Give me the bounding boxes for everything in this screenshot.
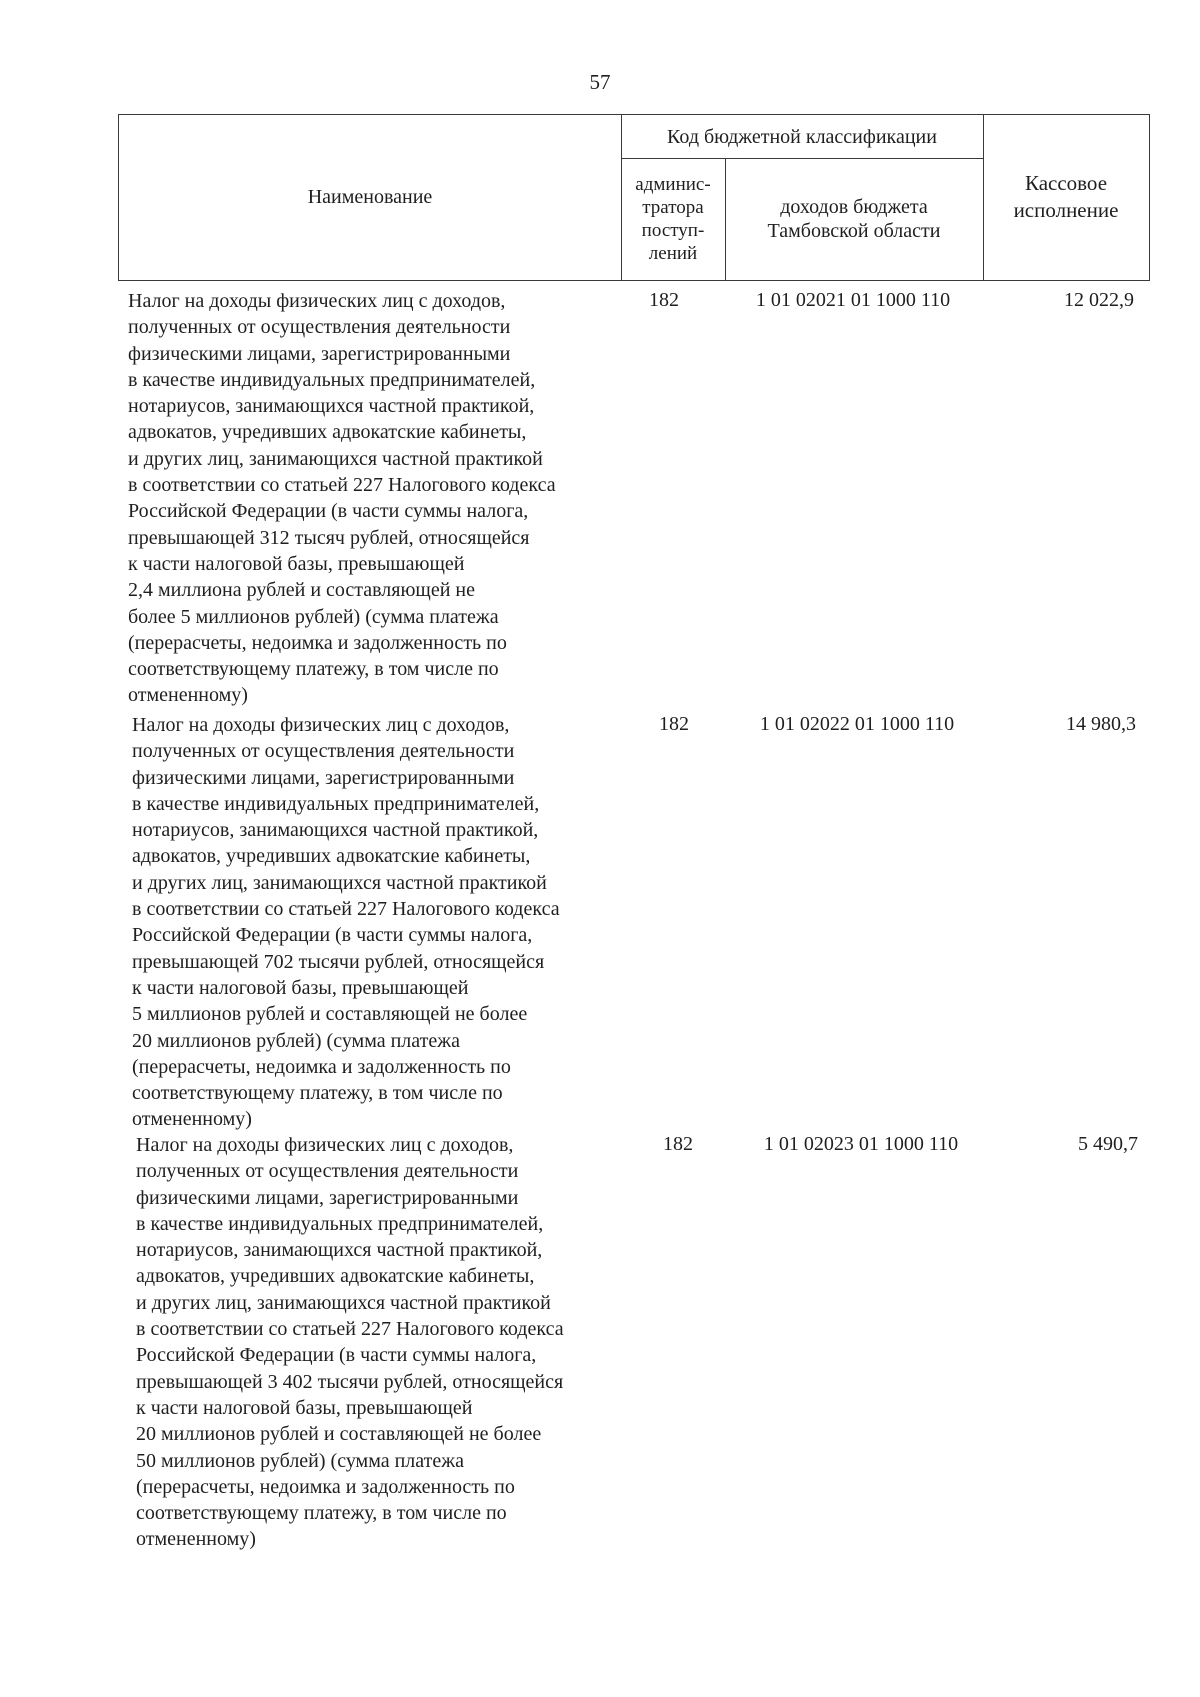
table-header <box>118 114 1150 281</box>
row-amount: 14 980,3 <box>1066 713 1136 735</box>
row-revenue-code: 1 01 02023 01 1000 110 <box>763 1133 959 1155</box>
page-number: 57 <box>589 70 611 94</box>
row-description: Налог на доходы физических лиц с доходов, полученных от осуществления деятельности физическими лицами, зарегистрированными в качестве индивидуальных предпринимателей, нотариусов, занимающихся частной практикой, адвокатов, учредивших адвокатские кабинеты, и других лиц, занимающихся частной практикой в соответствии со статьей 227 Налогового кодекса Российской Федерации (в части суммы налога, превышающей 312 тысяч рублей, относящейся к части налоговой базы, превышающей 2,4 миллиона рублей и составляющей не более 5 миллионов рублей) (сумма платежа (перерасчеты, недоимка и задолженность по соответствующему платежу, в том числе по отмененному) <box>128 290 556 707</box>
row-description: Налог на доходы физических лиц с доходов, полученных от осуществления деятельности физическими лицами, зарегистрированными в качестве индивидуальных предпринимателей, нотариусов, занимающихся частной практикой, адвокатов, учредивших адвокатские кабинеты, и других лиц, занимающихся частной практикой в соответствии со статьей 227 Налогового кодекса Российской Федерации (в части суммы налога, превышающей 3 402 тысячи рублей, относящейся к части налоговой базы, превышающей 20 миллионов рублей и составляющей не более 50 миллионов рублей) (сумма платежа (перерасчеты, недоимка и задолженность по соответствующему платежу, в том числе по отмененному) <box>136 1134 564 1551</box>
header-budget-code-group: Код бюджетной классификации <box>667 125 937 148</box>
row-revenue-code: 1 01 02021 01 1000 110 <box>755 289 951 311</box>
row-admin-code: 182 <box>659 713 689 735</box>
header-execution: Кассовое исполнение <box>1013 171 1119 222</box>
header-admin: админис- тратора поступ- лений <box>635 173 711 264</box>
row-admin-code: 182 <box>663 1133 693 1155</box>
row-amount: 5 490,7 <box>1078 1133 1138 1155</box>
row-amount: 12 022,9 <box>1064 289 1134 311</box>
header-name: Наименование <box>307 186 433 208</box>
header-revenue-code: доходов бюджета Тамбовской области <box>767 195 941 242</box>
row-admin-code: 182 <box>649 289 679 311</box>
row-description: Налог на доходы физических лиц с доходов, полученных от осуществления деятельности физическими лицами, зарегистрированными в качестве индивидуальных предпринимателей, нотариусов, занимающихся частной практикой, адвокатов, учредивших адвокатские кабинеты, и других лиц, занимающихся частной практикой в соответствии со статьей 227 Налогового кодекса Российской Федерации (в части суммы налога, превышающей 702 тысячи рублей, относящейся к части налоговой базы, превышающей 5 миллионов рублей и составляющей не более 20 миллионов рублей) (сумма платежа (перерасчеты, недоимка и задолженность по соответствующему платежу, в том числе по отмененному) <box>132 714 560 1131</box>
row-revenue-code: 1 01 02022 01 1000 110 <box>759 713 955 735</box>
